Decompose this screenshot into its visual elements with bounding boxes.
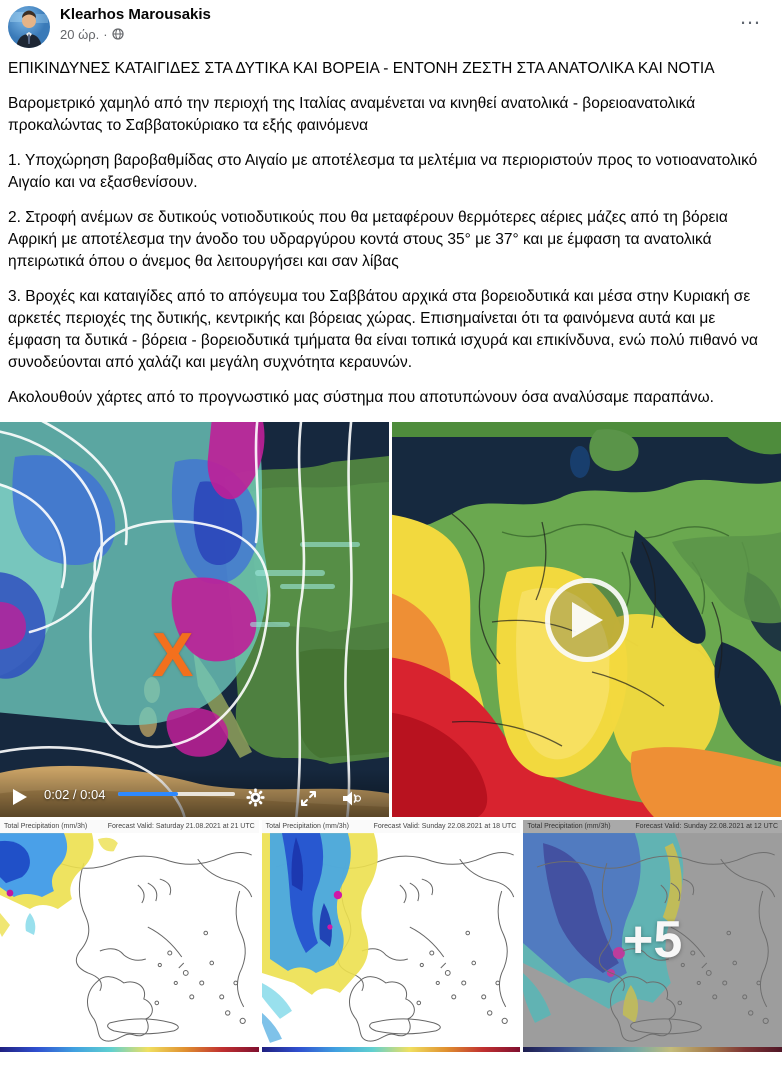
map-product-label: Total Precipitation (mm/3h) xyxy=(265,823,349,830)
video-controls xyxy=(0,769,389,817)
video-player-temperature[interactable] xyxy=(392,422,781,817)
privacy-globe-icon xyxy=(112,28,124,40)
post-meta xyxy=(60,6,729,42)
greece-precip-map-1 xyxy=(0,833,259,1047)
greece-precip-map-2 xyxy=(262,833,521,1047)
europe-precipitation-map xyxy=(0,422,389,817)
time-display: 0:02 / 0:04 xyxy=(44,787,106,802)
forecast-map-saturday-21utc[interactable] xyxy=(0,820,259,1052)
progress-bar[interactable] xyxy=(118,792,235,796)
avatar[interactable] xyxy=(8,6,50,48)
greece-precip-map-3 xyxy=(523,833,782,1047)
low-pressure-x-marker: X xyxy=(152,621,194,690)
map-header xyxy=(523,820,782,833)
video-row xyxy=(0,422,782,817)
post-header xyxy=(0,0,782,52)
precip-legend-strip xyxy=(262,1047,521,1052)
post-paragraph: 1. Υποχώρηση βαροβαθμίδας στο Αιγαίο με αποτέλεσμα τα μελτέμια να περιοριστούν προς το νοτιοανατολικό Αιγαίο και να εξασθενίσουν. xyxy=(8,152,758,191)
map-product-label: Total Precipitation (mm/3h) xyxy=(4,823,88,830)
map-header xyxy=(262,820,521,833)
post-paragraph: 3. Βροχές και καταιγίδες από το απόγευμα του Σαββάτου αρχικά στα βορειοδυτικά και μέσα στην Κυριακή σε αρκετές περιοχές της δυτικής, κεντρικής και βόρειας χώρας. Επισημαίνεται ότι τα φαινόμενα αυτά και με έμφαση τα δυτικά - βόρεια - βορειοδυτικά τμήματα θα είναι τοπικά ισχυρά και επικίνδυνα, ενώ πολύ πιθανό να συνοδεύονται από χαλάζι και μεγάλη συχνότητα κεραυνών. xyxy=(8,288,758,371)
forecast-maps-row xyxy=(0,820,782,1052)
separator-dot: · xyxy=(103,26,108,42)
forecast-map-sunday-18utc[interactable] xyxy=(262,820,521,1052)
author-name[interactable]: Klearhos Marousakis xyxy=(60,6,211,23)
map-header xyxy=(0,820,259,833)
post-text xyxy=(0,52,782,409)
post-timestamp[interactable]: 20 ώρ. xyxy=(60,26,100,42)
map-valid-label: Forecast Valid: Sunday 22.08.2021 at 18 UTC xyxy=(373,823,517,830)
forecast-map-sunday-12utc[interactable] xyxy=(523,820,782,1052)
post-title: ΕΠΙΚΙΝΔΥΝΕΣ ΚΑΤΑΙΓΙΔΕΣ ΣΤΑ ΔΥΤΙΚΑ ΚΑΙ ΒΟΡΕΙΑ - ΕΝΤΟΝΗ ΖΕΣΤΗ ΣΤΑ ΑΝΑΤΟΛΙΚΑ ΚΑΙ ΝΟΤΙΑ xyxy=(8,60,715,77)
precip-legend-strip xyxy=(523,1047,782,1052)
map-valid-label: Forecast Valid: Saturday 21.08.2021 at 21 UTC xyxy=(107,823,255,830)
map-product-label: Total Precipitation (mm/3h) xyxy=(527,823,611,830)
avatar-image xyxy=(8,6,50,48)
more-frames-overlay: +5 xyxy=(623,911,683,969)
progress-fill xyxy=(118,792,178,796)
play-overlay-button[interactable] xyxy=(545,578,629,662)
post-paragraph: Ακολουθούν χάρτες από το προγνωστικό μας σύστημα που αποτυπώνουν όσα αναλύσαμε παραπάνω. xyxy=(8,389,714,406)
post-menu-button[interactable]: … xyxy=(739,4,762,29)
map-valid-label: Forecast Valid: Sunday 22.08.2021 at 12 UTC xyxy=(635,823,779,830)
volume-icon[interactable] xyxy=(342,790,361,807)
fullscreen-icon[interactable] xyxy=(300,790,317,807)
settings-gear-icon[interactable] xyxy=(246,788,265,807)
play-icon[interactable] xyxy=(12,789,27,805)
post-paragraph: 2. Στροφή ανέμων σε δυτικούς νοτιοδυτικούς που θα μεταφέρουν θερμότερες αέριες μάζες από τη βόρεια Αφρική με αποτέλεσμα την άνοδο του υδραργύρου κοντά στους 35° με 37° και με έμφαση τα ανατολικά ηπειρωτικά όπου ο άνεμος θα λειτουργήσει και σαν λίβας xyxy=(8,209,728,270)
post-paragraph: Βαρομετρικό χαμηλό από την περιοχή της Ιταλίας αναμένεται να κινηθεί ανατολικά - βορειοανατολικά προκαλώντας το Σαββατοκύριακο τα εξής φαινόμενα xyxy=(8,95,696,134)
play-triangle-icon xyxy=(570,601,604,639)
video-player-precipitation[interactable] xyxy=(0,422,389,817)
precip-legend-strip xyxy=(0,1047,259,1052)
